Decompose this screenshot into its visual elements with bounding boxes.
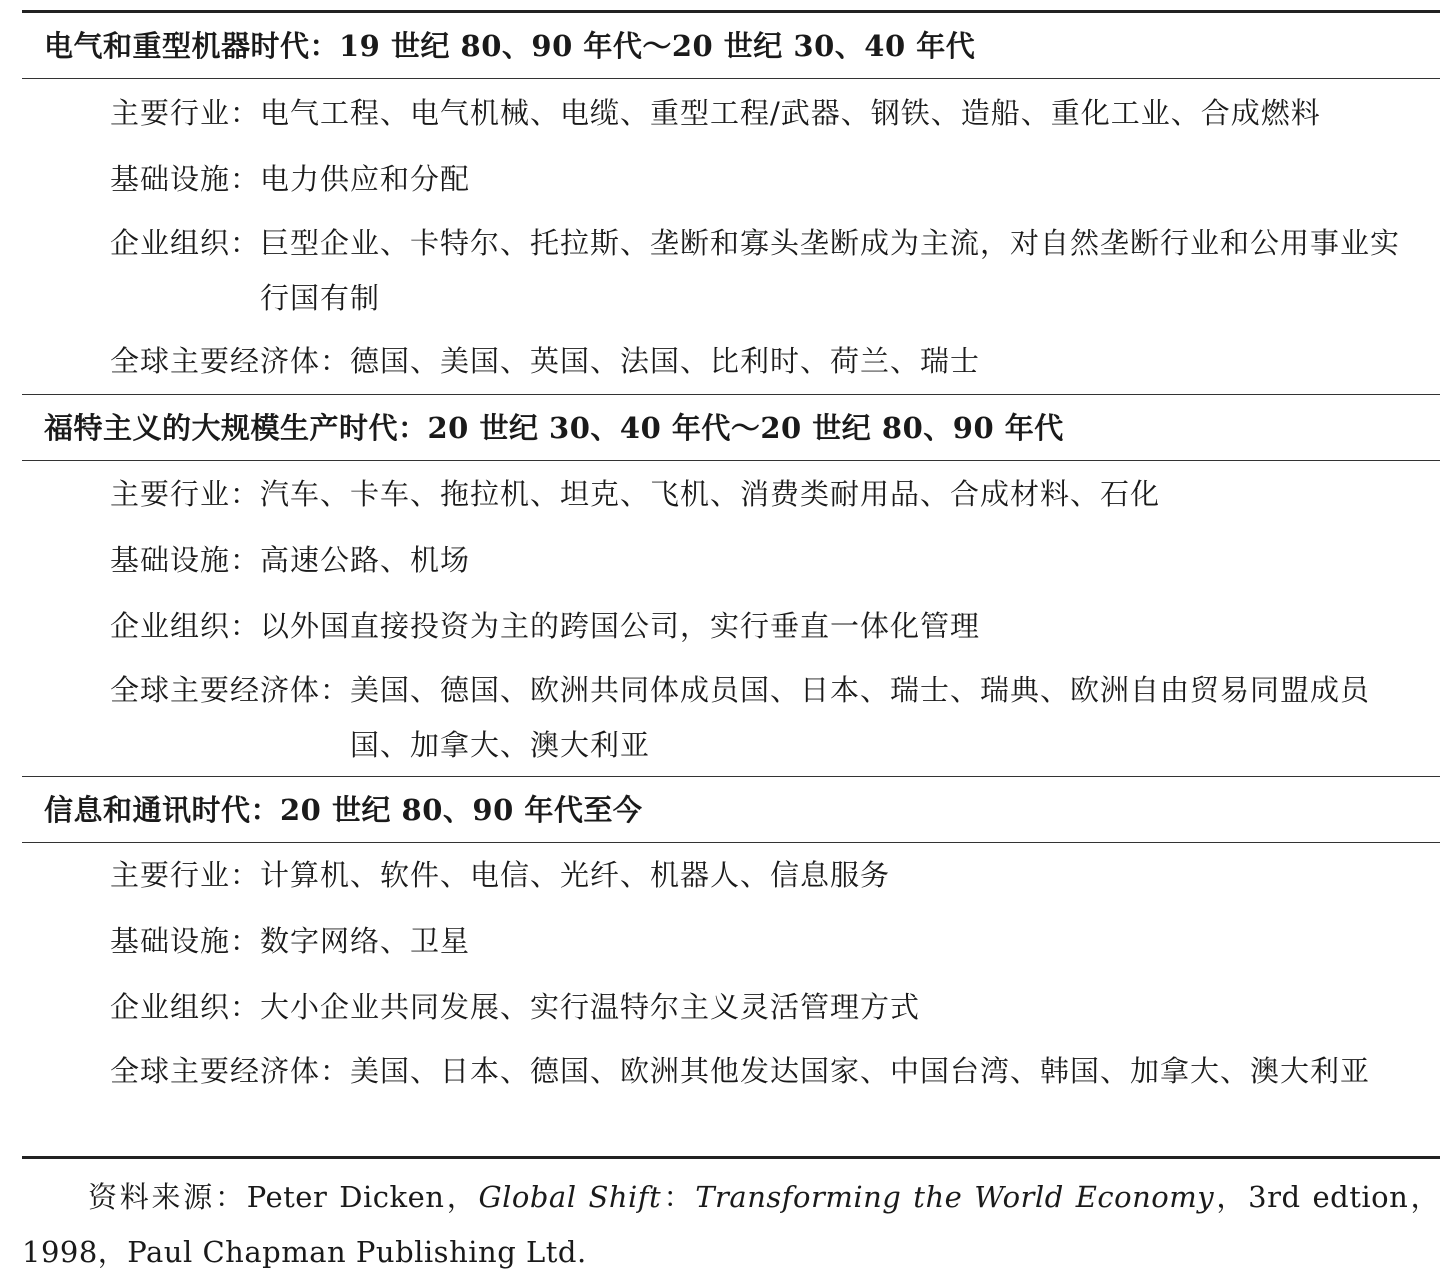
era1-organization [110, 216, 1430, 326]
item-value: 数字网络、卫星 [260, 924, 471, 958]
item-label: 基础设施： [110, 924, 261, 958]
era-heading-fordist: 福特主义的大规模生产时代：20 世纪 30、40 年代～20 世纪 80、90 年代 [44, 411, 1064, 445]
source-note [22, 1170, 1440, 1280]
item-label: 主要行业： [110, 858, 261, 892]
era1-economies [110, 334, 1430, 389]
item-label: 主要行业： [110, 96, 261, 130]
source-title-main: Global Shift [478, 1180, 662, 1214]
era3-economies [110, 1044, 1430, 1099]
era-divider [22, 842, 1440, 843]
item-label: 基础设施： [110, 162, 261, 196]
item-label: 企业组织： [110, 609, 261, 643]
era-heading-information: 信息和通讯时代：20 世纪 80、90 年代至今 [44, 793, 643, 827]
era3-industries [110, 848, 1430, 903]
era2-economies [110, 663, 1430, 773]
era3-infrastructure [110, 914, 1430, 969]
era-heading-electric: 电气和重型机器时代：19 世纪 80、90 年代～20 世纪 30、40 年代 [44, 29, 976, 63]
source-title-separator: ： [661, 1180, 696, 1214]
era-divider [22, 776, 1440, 777]
source-prefix: 资料来源：Peter Dicken， [88, 1180, 479, 1214]
item-value: 美国、德国、欧洲共同体成员国、日本、瑞士、瑞典、欧洲自由贸易同盟成员国、加拿大、澳大利亚 [350, 673, 1371, 762]
source-suffix: ，3rd edtion，1998，Paul Chapman Publishing Ltd. [22, 1180, 1441, 1269]
item-value: 德国、美国、英国、法国、比利时、荷兰、瑞士 [350, 344, 981, 378]
item-value: 高速公路、机场 [260, 543, 471, 577]
item-label: 基础设施： [110, 543, 261, 577]
item-label: 企业组织： [110, 990, 261, 1024]
era-divider [22, 460, 1440, 461]
item-label: 全球主要经济体： [110, 673, 351, 707]
item-value: 以外国直接投资为主的跨国公司，实行垂直一体化管理 [260, 609, 981, 643]
item-label: 企业组织： [110, 226, 261, 260]
era2-infrastructure [110, 533, 1430, 588]
era2-organization [110, 599, 1430, 654]
table-top-rule [22, 10, 1440, 13]
era-divider [22, 78, 1440, 79]
era3-organization [110, 980, 1430, 1035]
era1-industries [110, 86, 1430, 141]
table-bottom-rule [22, 1156, 1440, 1159]
item-value: 电力供应和分配 [260, 162, 471, 196]
item-label: 主要行业： [110, 477, 261, 511]
era2-industries [110, 467, 1430, 522]
item-value: 美国、日本、德国、欧洲其他发达国家、中国台湾、韩国、加拿大、澳大利亚 [350, 1054, 1371, 1088]
item-value: 汽车、卡车、拖拉机、坦克、飞机、消费类耐用品、合成材料、石化 [260, 477, 1161, 511]
era1-infrastructure [110, 152, 1430, 207]
item-label: 全球主要经济体： [110, 344, 351, 378]
item-label: 全球主要经济体： [110, 1054, 351, 1088]
era-divider [22, 394, 1440, 395]
item-value: 大小企业共同发展、实行温特尔主义灵活管理方式 [260, 990, 921, 1024]
item-value: 巨型企业、卡特尔、托拉斯、垄断和寡头垄断成为主流，对自然垄断行业和公用事业实行国有制 [260, 226, 1401, 315]
item-value: 电气工程、电气机械、电缆、重型工程/武器、钢铁、造船、重化工业、合成燃料 [260, 96, 1321, 130]
source-title-sub: Transforming the World Economy [695, 1180, 1215, 1214]
item-value: 计算机、软件、电信、光纤、机器人、信息服务 [260, 858, 891, 892]
